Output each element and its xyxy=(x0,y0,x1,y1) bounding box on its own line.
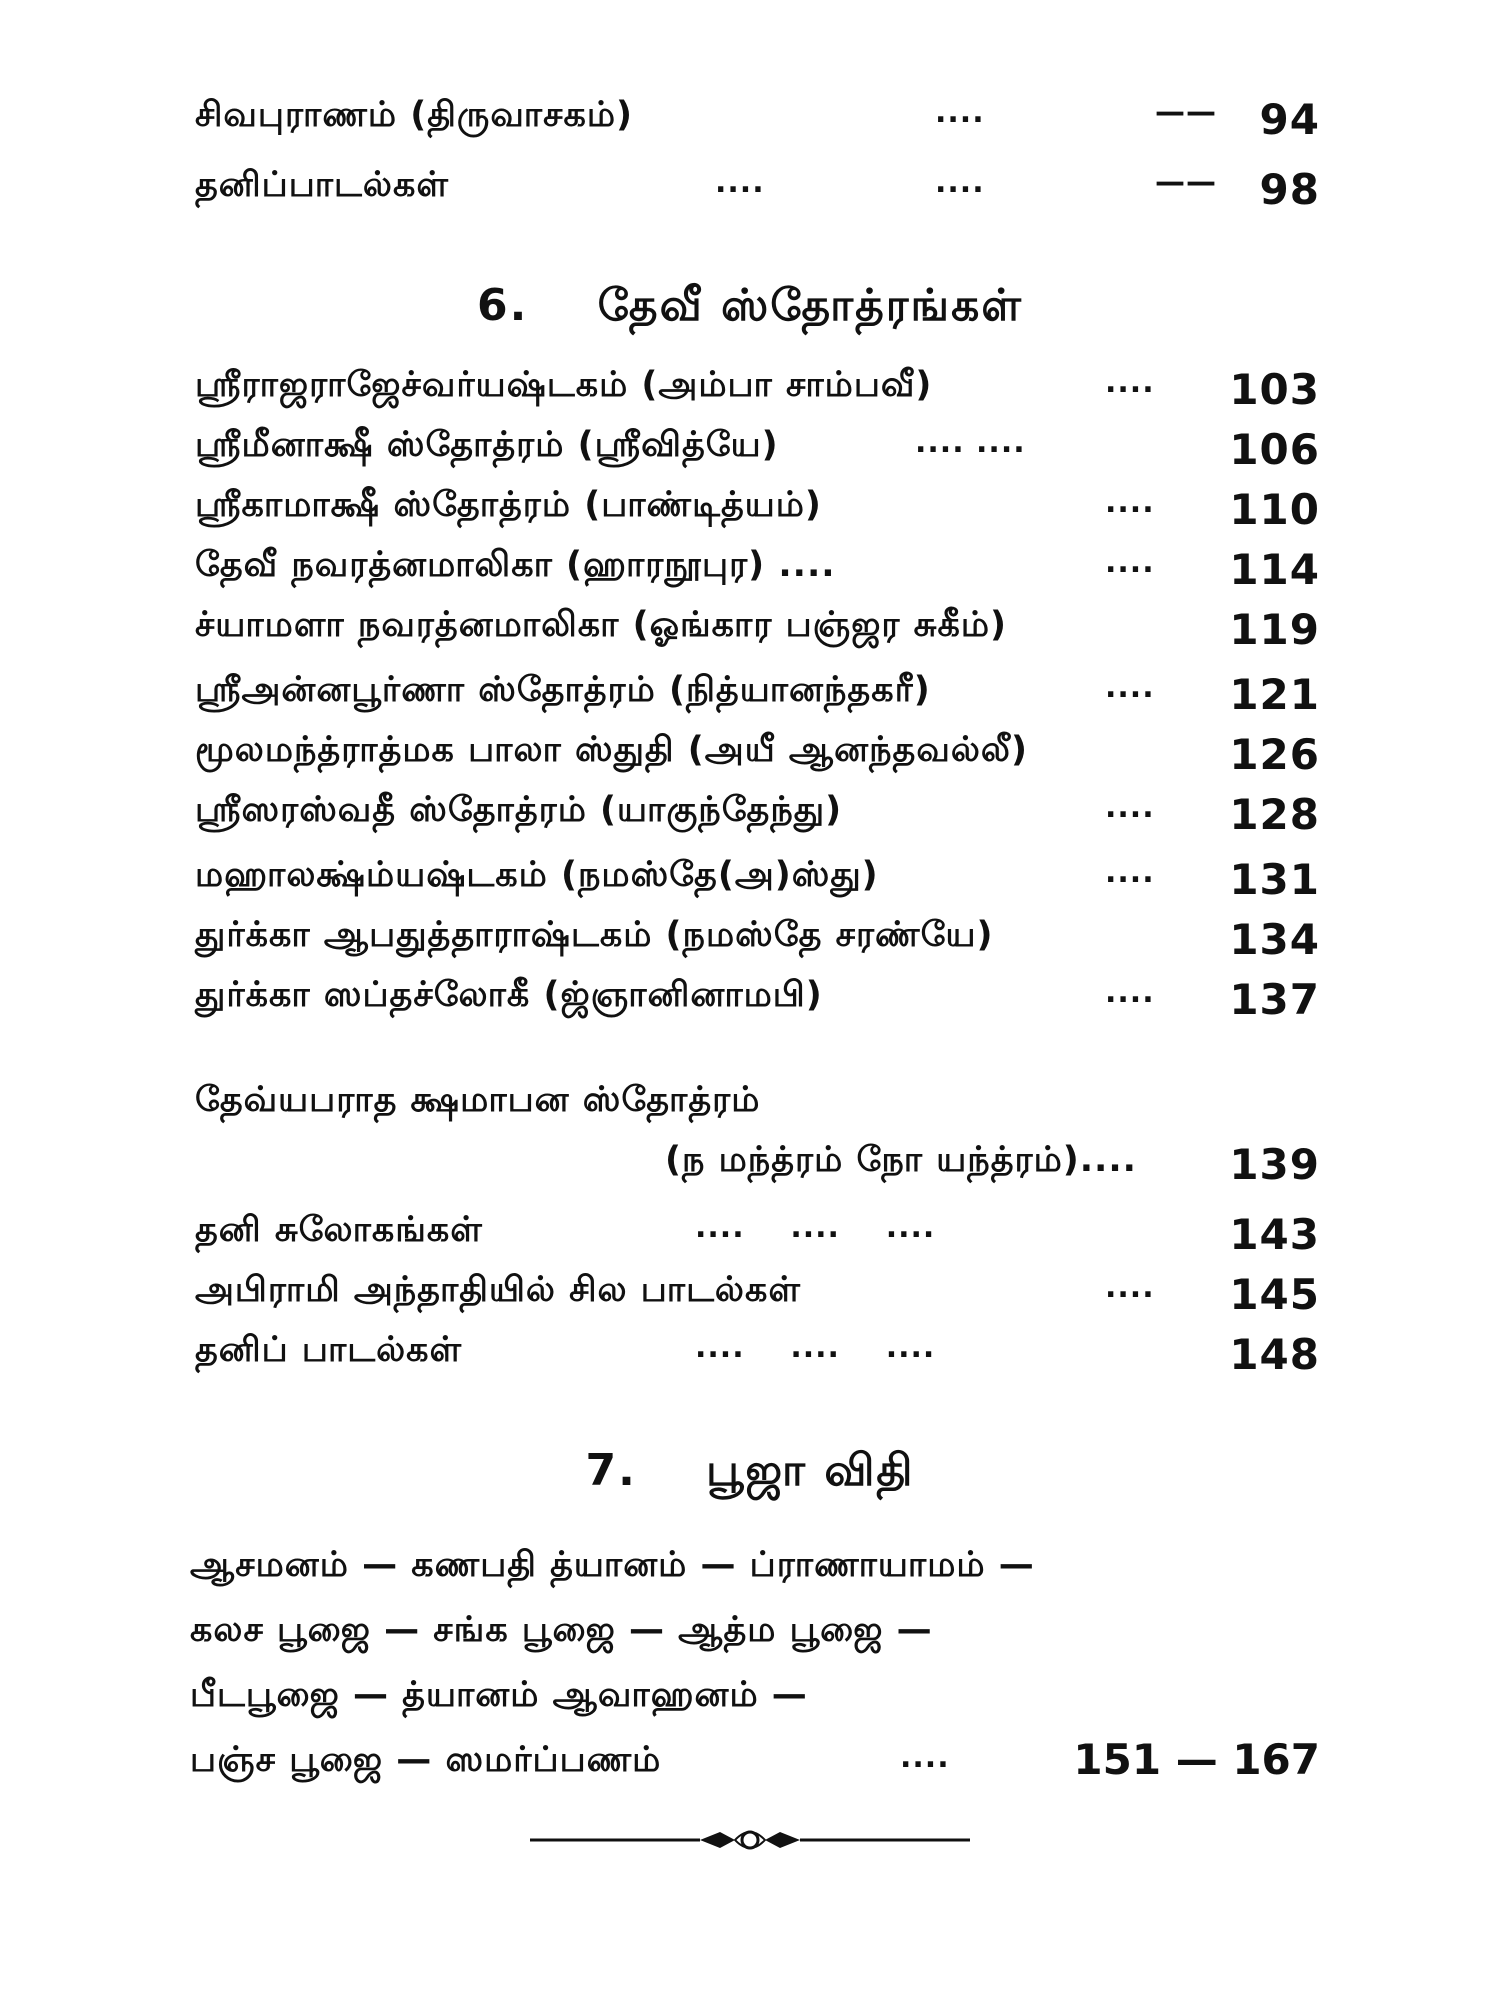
page-number: 121 xyxy=(1229,670,1320,719)
entry-title: அபிராமி அந்தாதியில் சில பாடல்கள் xyxy=(195,1270,801,1310)
page-number: 119 xyxy=(1229,605,1320,654)
ornament-divider-icon xyxy=(530,1820,970,1860)
toc-entry xyxy=(195,670,1320,730)
puja-line: ஆசமனம் — கணபதி த்யானம் — ப்ராணாயாமம் — xyxy=(190,1545,1035,1585)
page-number: 98 xyxy=(1259,165,1320,214)
page-number: 137 xyxy=(1229,975,1320,1024)
page-number: 106 xyxy=(1229,425,1320,474)
page-number: 145 xyxy=(1229,1270,1320,1319)
entry-title: ச்யாமளா நவரத்னமாலிகா (ஓங்கார பஞ்ஜர சுகீம்) xyxy=(195,605,1008,645)
leader-dots: .... xyxy=(900,1740,950,1775)
entry-title: தேவீ நவரத்னமாலிகா (ஹாரநூபுர) .... xyxy=(195,545,836,585)
page-number: 131 xyxy=(1229,855,1320,904)
entry-title: மூலமந்த்ராத்மக பாலா ஸ்துதி (அயீ ஆனந்தவல்லீ) xyxy=(195,730,1028,770)
entry-title: ஸ்ரீகாமாக்ஷீ ஸ்தோத்ரம் (பாண்டித்யம்) xyxy=(195,485,822,525)
puja-line: பீடபூஜை — த்யானம் ஆவாஹனம் — xyxy=(190,1675,808,1715)
toc-entry xyxy=(195,915,1320,975)
page-number: 110 xyxy=(1229,485,1320,534)
toc-entry xyxy=(195,790,1320,850)
entry-subtitle: (ந மந்த்ரம் நோ யந்த்ரம்).... xyxy=(665,1140,1137,1180)
section-number: 7. xyxy=(585,1445,637,1496)
leader-dots: .... xyxy=(935,165,985,200)
puja-line: கலச பூஜை — சங்க பூஜை — ஆத்ம பூஜை — xyxy=(190,1610,933,1650)
puja-line: பஞ்ச பூஜை — ஸமர்ப்பணம் xyxy=(190,1740,662,1780)
toc-entry-multiline xyxy=(195,1080,1320,1140)
page-range: 151 — 167 xyxy=(1073,1735,1320,1784)
page-number: 134 xyxy=(1229,915,1320,964)
entry-title: துர்க்கா ஸப்தச்லோகீ (ஜ்ஞானினாமபி) xyxy=(195,975,823,1015)
toc-entry xyxy=(195,1210,1320,1270)
toc-entry xyxy=(195,855,1320,915)
toc-entry-multiline-cont xyxy=(195,1140,1320,1200)
leader-dots: .... xyxy=(1105,670,1155,705)
entry-title: துர்க்கா ஆபதுத்தாராஷ்டகம் (நமஸ்தே சரண்யே) xyxy=(195,915,994,955)
toc-entry xyxy=(195,730,1320,790)
section-title: தேவீ ஸ்தோத்ரங்கள் xyxy=(597,280,1023,331)
leader-dots: .... .... xyxy=(915,425,1026,460)
toc-entry xyxy=(195,365,1320,425)
leader-dots: .... xyxy=(1105,790,1155,825)
leader-dots: .... xyxy=(935,95,985,130)
section-number: 6. xyxy=(477,280,529,331)
page-number: 143 xyxy=(1229,1210,1320,1259)
leader-dots: .... xyxy=(1105,855,1155,890)
entry-title: ஸ்ரீஅன்னபூர்ணா ஸ்தோத்ரம் (நித்யானந்தகரீ) xyxy=(195,670,931,710)
entry-title: தேவ்யபராத க்ஷமாபன ஸ்தோத்ரம் xyxy=(195,1080,761,1120)
page-number: 126 xyxy=(1229,730,1320,779)
page-number: 114 xyxy=(1229,545,1320,594)
toc-entry xyxy=(195,95,1320,155)
toc-entry xyxy=(195,425,1320,485)
toc-entry xyxy=(195,1330,1320,1390)
page-number: 139 xyxy=(1229,1140,1320,1189)
leader-dots: —— xyxy=(1155,95,1217,130)
toc-entry xyxy=(195,545,1320,605)
leader-dots: .... .... .... xyxy=(695,1330,936,1365)
page-number: 103 xyxy=(1229,365,1320,414)
leader-dots: .... xyxy=(1105,485,1155,520)
toc-entry xyxy=(195,605,1320,665)
section-heading xyxy=(0,1445,1500,1502)
leader-dots: .... xyxy=(715,165,765,200)
toc-entry xyxy=(195,485,1320,545)
entry-title: தனி சுலோகங்கள் xyxy=(195,1210,483,1250)
leader-dots: .... xyxy=(1105,975,1155,1010)
entry-title: தனிப் பாடல்கள் xyxy=(195,1330,463,1370)
entry-title: மஹாலக்ஷ்ம்யஷ்டகம் (நமஸ்தே(அ)ஸ்து) xyxy=(195,855,879,895)
leader-dots: .... .... .... xyxy=(695,1210,936,1245)
toc-entry xyxy=(195,165,1320,225)
leader-dots: .... xyxy=(1105,1270,1155,1305)
page-number: 94 xyxy=(1259,95,1320,144)
leader-dots: —— xyxy=(1155,165,1217,200)
section-heading xyxy=(0,280,1500,337)
entry-title: ஸ்ரீஸரஸ்வதீ ஸ்தோத்ரம் (யாகுந்தேந்து) xyxy=(195,790,843,830)
entry-title: ஸ்ரீமீனாக்ஷீ ஸ்தோத்ரம் (ஸ்ரீவித்யே) xyxy=(195,425,779,465)
entry-title: ஸ்ரீராஜராஜேச்வர்யஷ்டகம் (அம்பா சாம்பவீ) xyxy=(195,365,933,405)
leader-dots: .... xyxy=(1105,545,1155,580)
entry-title: தனிப்பாடல்கள் xyxy=(195,165,449,205)
toc-entry xyxy=(195,975,1320,1035)
section-title: பூஜா விதி xyxy=(706,1445,915,1496)
leader-dots: .... xyxy=(1105,365,1155,400)
page-number: 148 xyxy=(1229,1330,1320,1379)
toc-entry xyxy=(195,1270,1320,1330)
page-number: 128 xyxy=(1229,790,1320,839)
entry-title: சிவபுராணம் (திருவாசகம்) xyxy=(195,95,634,135)
